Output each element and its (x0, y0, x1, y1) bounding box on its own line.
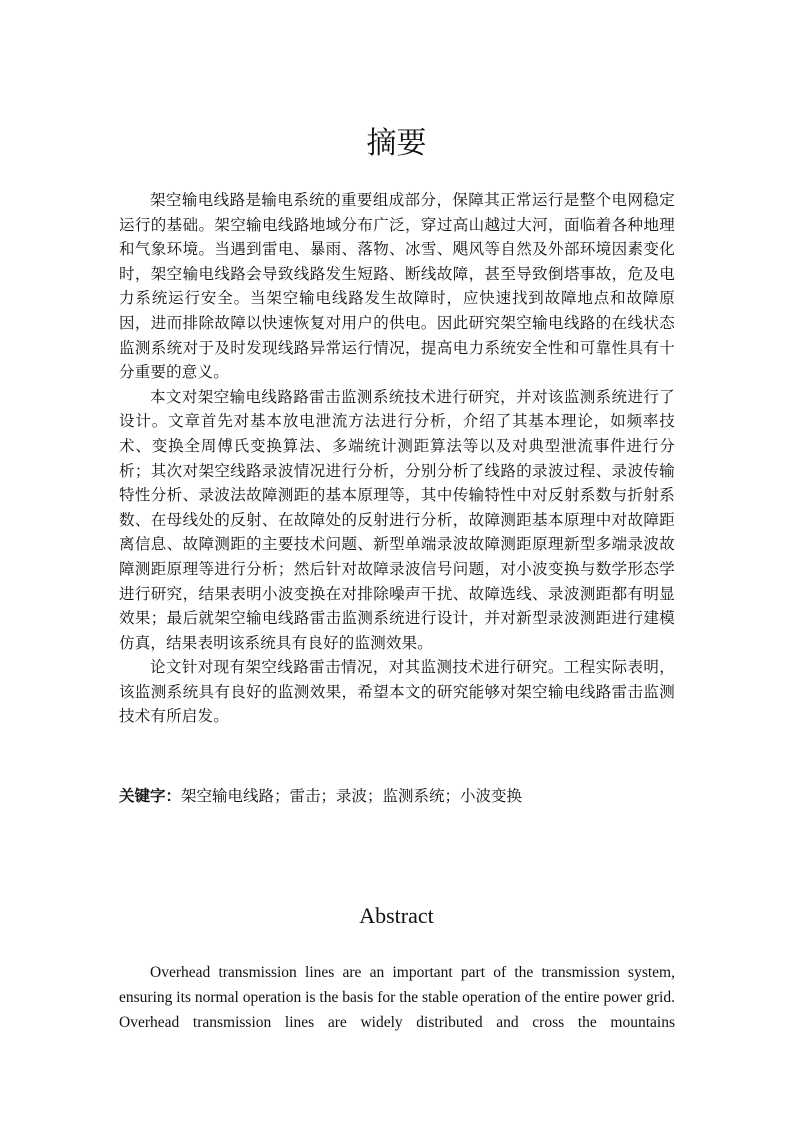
english-abstract-paragraph: Overhead transmission lines are an important part of the transmission system, ensuring its normal operation is the basis for the stable operation of the entire power grid. Overhead transmission lines are widely distributed and cross the mountains (119, 964, 675, 1031)
keywords-line (119, 784, 675, 808)
chinese-abstract-paragraph-1: 架空输电线路是输电系统的重要组成部分，保障其正常运行是整个电网稳定运行的基础。架空输电线路地域分布广泛，穿过高山越过大河，面临着各种地理和气象环境。当遇到雷电、暴雨、落物、冰雪、飓风等自然及外部环境因素变化时，架空输电线路会导致线路发生短路、断线故障，甚至导致倒塔事故，危及电力系统运行安全。当架空输电线路发生故障时，应快速找到故障地点和故障原因，进而排除故障以快速恢复对用户的供电。因此研究架空输电线路的在线状态监测系统对于及时发现线路异常运行情况，提高电力系统安全性和可靠性具有十分重要的意义。 (119, 191, 675, 382)
keywords-text: 架空输电线路；雷击；录波；监测系统；小波变换 (181, 787, 523, 805)
chinese-abstract-paragraph-2: 本文对架空输电线路路雷击监测系统技术进行研究，并对该监测系统进行了设计。文章首先对基本放电泄流方法进行分析，介绍了其基本理论，如频率技术、变换全周傅氏变换算法、多端统计测距算法等以及对典型泄流事件进行分析；其次对架空线路录波情况进行分析，分别分析了线路的录波过程、录波传输特性分析、录波法故障测距的基本原理等，其中传输特性中对反射系数与折射系数、在母线处的反射、在故障处的反射进行分析，故障测距基本原理中对故障距离信息、故障测距的主要技术问题、新型单端录波故障测距原理新型多端录波故障测距原理等进行分析；然后针对故障录波信号问题，对小波变换与数学形态学进行研究，结果表明小波变换在对排除噪声干扰、故障选线、录波测距都有明显效果；最后就架空输电线路雷击监测系统进行设计，并对新型录波测距进行建模仿真，结果表明该系统具有良好的监测效果。 (119, 387, 675, 652)
chinese-abstract-body (119, 188, 675, 729)
keywords-label: 关键字： (119, 787, 182, 805)
chinese-abstract-paragraph-3: 论文针对现有架空线路雷击情况，对其监测技术进行研究。工程实际表明，该监测系统具有良好的监测效果，希望本文的研究能够对架空输电线路雷击监测技术有所启发。 (119, 658, 675, 726)
english-abstract-body (119, 960, 675, 1035)
chinese-abstract-title: 摘要 (366, 126, 427, 161)
english-abstract-title: Abstract (359, 903, 434, 928)
